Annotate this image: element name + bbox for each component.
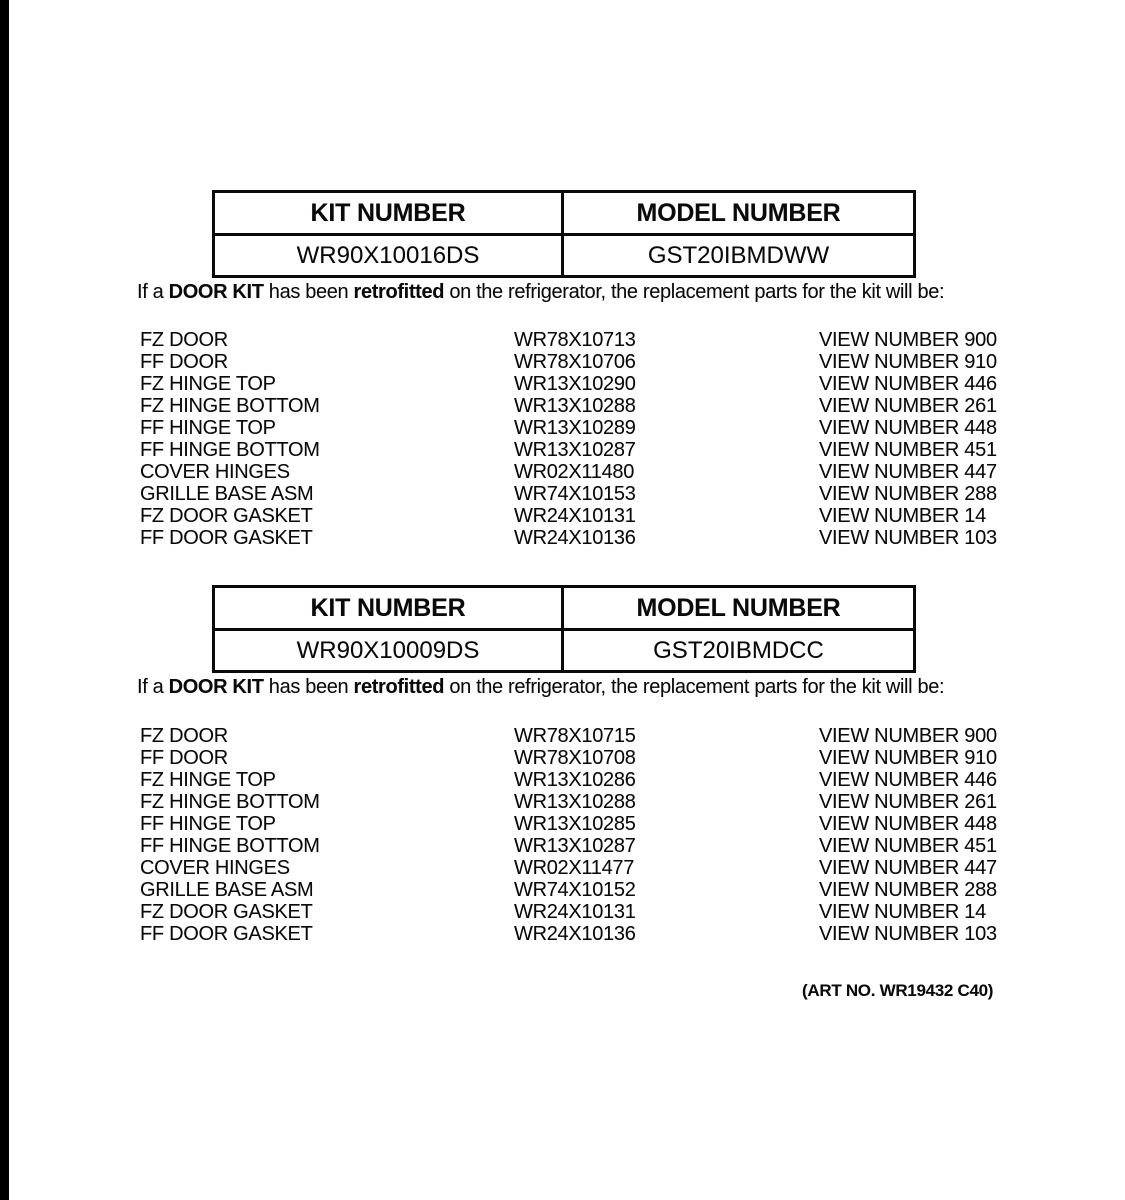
retrofit-note-1 bbox=[137, 280, 944, 304]
door-kit-bold: DOOR KIT bbox=[168, 676, 264, 698]
view-number: VIEW NUMBER 14 bbox=[819, 505, 986, 527]
part-number: WR24X10136 bbox=[514, 923, 636, 945]
view-number: VIEW NUMBER 446 bbox=[819, 769, 997, 791]
part-number: WR24X10136 bbox=[514, 527, 636, 549]
part-number: WR13X10288 bbox=[514, 791, 636, 813]
kit-model-table-2 bbox=[212, 585, 916, 673]
part-row bbox=[140, 879, 1000, 901]
part-row bbox=[140, 835, 1000, 857]
view-number: VIEW NUMBER 448 bbox=[819, 417, 997, 439]
part-name: FZ DOOR bbox=[140, 329, 228, 351]
sentence-segment: If a bbox=[137, 676, 169, 698]
view-number: VIEW NUMBER 261 bbox=[819, 791, 997, 813]
part-number: WR13X10285 bbox=[514, 813, 636, 835]
kit-number-header: KIT NUMBER bbox=[215, 193, 564, 233]
kit-model-table-1 bbox=[212, 190, 916, 278]
part-number: WR13X10286 bbox=[514, 769, 636, 791]
part-number: WR74X10152 bbox=[514, 879, 636, 901]
parts-list-1 bbox=[140, 329, 1000, 549]
part-name: FZ HINGE BOTTOM bbox=[140, 791, 320, 813]
part-row bbox=[140, 857, 1000, 879]
sentence-segment: on the refrigerator, the replacement parts for the kit will be: bbox=[444, 281, 945, 303]
part-number: WR02X11477 bbox=[514, 857, 635, 879]
kit-number-value: WR90X10009DS bbox=[215, 631, 564, 670]
view-number: VIEW NUMBER 448 bbox=[819, 813, 997, 835]
part-row bbox=[140, 901, 1000, 923]
parts-list-2 bbox=[140, 725, 1000, 945]
part-name: FZ DOOR GASKET bbox=[140, 505, 313, 527]
part-row bbox=[140, 527, 1000, 549]
part-number: WR13X10288 bbox=[514, 395, 636, 417]
model-number-header: MODEL NUMBER bbox=[636, 198, 841, 227]
part-number: WR78X10715 bbox=[514, 725, 636, 747]
part-number: WR24X10131 bbox=[514, 505, 636, 527]
part-number: WR13X10290 bbox=[514, 373, 636, 395]
part-row bbox=[140, 439, 1000, 461]
retrofitted-bold: retrofitted bbox=[353, 676, 445, 698]
sentence-segment: has been bbox=[263, 676, 354, 698]
part-row bbox=[140, 351, 1000, 373]
part-row bbox=[140, 395, 1000, 417]
part-row bbox=[140, 769, 1000, 791]
part-name: FF DOOR GASKET bbox=[140, 923, 313, 945]
view-number: VIEW NUMBER 900 bbox=[819, 725, 997, 747]
table-header-row bbox=[215, 193, 913, 236]
retrofit-note-2 bbox=[137, 675, 944, 699]
part-name: FZ HINGE BOTTOM bbox=[140, 395, 320, 417]
part-row bbox=[140, 329, 1000, 351]
view-number: VIEW NUMBER 103 bbox=[819, 527, 997, 549]
table-value-row bbox=[215, 236, 913, 275]
retrofitted-bold: retrofitted bbox=[353, 281, 445, 303]
part-name: FF DOOR bbox=[140, 747, 228, 769]
scan-edge-bar bbox=[0, 0, 9, 1200]
art-number: (ART NO. WR19432 C40) bbox=[802, 981, 994, 1000]
part-name: FF HINGE BOTTOM bbox=[140, 835, 320, 857]
model-number-header: MODEL NUMBER bbox=[636, 593, 841, 622]
part-row bbox=[140, 725, 1000, 747]
part-name: FF HINGE TOP bbox=[140, 417, 276, 439]
part-number: WR02X11480 bbox=[514, 461, 635, 483]
part-row bbox=[140, 483, 1000, 505]
part-number: WR13X10287 bbox=[514, 439, 636, 461]
part-number: WR24X10131 bbox=[514, 901, 636, 923]
part-name: FZ DOOR bbox=[140, 725, 228, 747]
part-name: FZ HINGE TOP bbox=[140, 373, 276, 395]
view-number: VIEW NUMBER 447 bbox=[819, 857, 997, 879]
view-number: VIEW NUMBER 288 bbox=[819, 483, 997, 505]
part-number: WR13X10289 bbox=[514, 417, 636, 439]
door-kit-bold: DOOR KIT bbox=[168, 281, 264, 303]
view-number: VIEW NUMBER 288 bbox=[819, 879, 997, 901]
view-number: VIEW NUMBER 103 bbox=[819, 923, 997, 945]
part-row bbox=[140, 791, 1000, 813]
view-number: VIEW NUMBER 451 bbox=[819, 835, 997, 857]
view-number: VIEW NUMBER 447 bbox=[819, 461, 997, 483]
part-name: FF HINGE BOTTOM bbox=[140, 439, 320, 461]
part-row bbox=[140, 417, 1000, 439]
part-number: WR78X10708 bbox=[514, 747, 636, 769]
view-number: VIEW NUMBER 14 bbox=[819, 901, 986, 923]
sentence-segment: on the refrigerator, the replacement parts for the kit will be: bbox=[444, 676, 945, 698]
part-name: GRILLE BASE ASM bbox=[140, 483, 314, 505]
part-row bbox=[140, 923, 1000, 945]
part-name: FZ DOOR GASKET bbox=[140, 901, 313, 923]
model-number-value: GST20IBMDCC bbox=[653, 636, 824, 664]
kit-number-header: KIT NUMBER bbox=[215, 588, 564, 628]
sentence-segment: has been bbox=[263, 281, 354, 303]
view-number: VIEW NUMBER 261 bbox=[819, 395, 997, 417]
part-number: WR74X10153 bbox=[514, 483, 636, 505]
part-row bbox=[140, 813, 1000, 835]
view-number: VIEW NUMBER 910 bbox=[819, 747, 997, 769]
part-name: GRILLE BASE ASM bbox=[140, 879, 314, 901]
view-number: VIEW NUMBER 451 bbox=[819, 439, 997, 461]
kit-number-value: WR90X10016DS bbox=[215, 236, 564, 275]
part-number: WR78X10713 bbox=[514, 329, 636, 351]
part-row bbox=[140, 461, 1000, 483]
part-number: WR78X10706 bbox=[514, 351, 636, 373]
table-header-row bbox=[215, 588, 913, 631]
part-name: FF DOOR bbox=[140, 351, 228, 373]
part-name: FZ HINGE TOP bbox=[140, 769, 276, 791]
view-number: VIEW NUMBER 900 bbox=[819, 329, 997, 351]
view-number: VIEW NUMBER 446 bbox=[819, 373, 997, 395]
part-name: COVER HINGES bbox=[140, 461, 290, 483]
view-number: VIEW NUMBER 910 bbox=[819, 351, 997, 373]
table-value-row bbox=[215, 631, 913, 670]
part-row bbox=[140, 747, 1000, 769]
model-number-value: GST20IBMDWW bbox=[647, 241, 830, 269]
sentence-segment: If a bbox=[137, 281, 169, 303]
part-number: WR13X10287 bbox=[514, 835, 636, 857]
part-row bbox=[140, 373, 1000, 395]
part-name: FF DOOR GASKET bbox=[140, 527, 313, 549]
part-name: FF HINGE TOP bbox=[140, 813, 276, 835]
part-name: COVER HINGES bbox=[140, 857, 290, 879]
part-row bbox=[140, 505, 1000, 527]
